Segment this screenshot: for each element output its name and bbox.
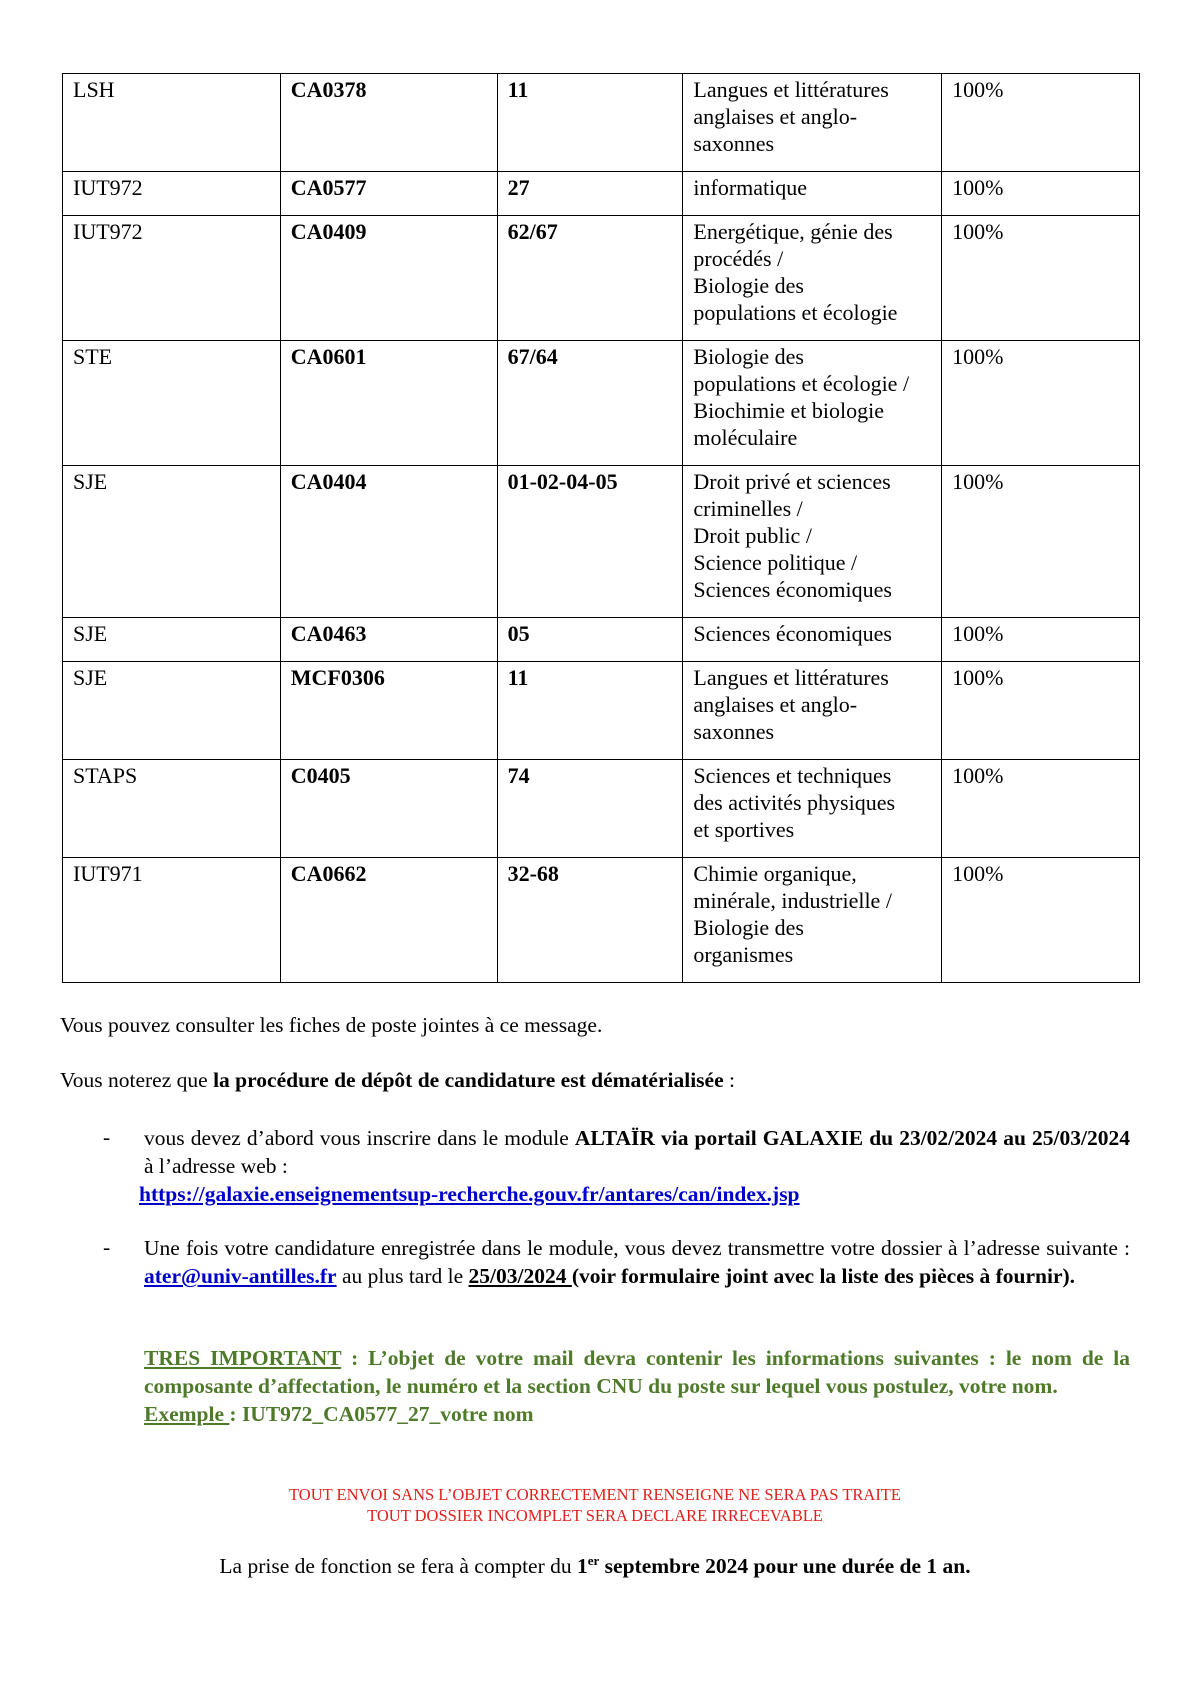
cell-composante: SJE [63,662,281,760]
cell-code: CA0662 [280,858,497,983]
prise-de-fonction [0,1552,1190,1580]
discipline-line: et sportives [693,817,795,842]
table-row [63,618,1140,662]
warning-line-2: TOUT DOSSIER INCOMPLET SERA DECLARE IRRECEVABLE [367,1506,823,1525]
discipline-line: moléculaire [693,425,798,450]
table-row [63,662,1140,760]
table-row [63,466,1140,618]
final-text: La prise de fonction se fera à compter du [219,1554,577,1578]
discipline-line: Biologie des [693,273,804,298]
table-row [63,760,1140,858]
galaxie-link[interactable]: https://galaxie.enseignementsup-recherche.gouv.fr/antares/can/index.jsp [139,1182,800,1206]
cell-code: CA0601 [280,341,497,466]
cell-quotite: 100% [942,74,1140,172]
cell-code: MCF0306 [280,662,497,760]
cell-composante: STAPS [63,760,281,858]
discipline-line: saxonnes [693,131,775,156]
cell-discipline [683,216,942,341]
bullet-inscription [139,1124,1130,1208]
cell-quotite: 100% [942,662,1140,760]
inscription-web-text: à l’adresse web : [144,1154,288,1178]
example-text: : IUT972_CA0577_27_votre nom [229,1402,534,1426]
cell-composante: LSH [63,74,281,172]
cell-section: 32-68 [497,858,683,983]
table-row [63,858,1140,983]
discipline-line: Droit public / [693,523,812,548]
cell-discipline [683,760,942,858]
final-bold: septembre 2024 pour une durée de 1 an. [599,1554,971,1578]
discipline-line: Langues et littératures [693,665,889,690]
warning-line-1: TOUT ENVOI SANS L’OBJET CORRECTEMENT RENSEIGNE NE SERA PAS TRAITE [289,1485,901,1504]
cell-section: 11 [497,662,683,760]
cell-quotite: 100% [942,466,1140,618]
cell-section: 11 [497,74,683,172]
table-row [63,74,1140,172]
discipline-line: Biochimie et biologie [693,398,885,423]
procedure-paragraph [60,1067,735,1094]
cell-code: CA0463 [280,618,497,662]
cell-composante: SJE [63,618,281,662]
important-text: : L’objet de votre mail devra contenir les informations suivantes : le nom de la composante d’affectation, le numéro et la section CNU du poste sur lequel vous postulez, votre nom. [144,1346,1130,1398]
cell-section: 27 [497,172,683,216]
discipline-line: populations et écologie [693,300,898,325]
discipline-line: Langues et littératures [693,77,889,102]
cell-code: CA0378 [280,74,497,172]
deadline-text: au plus tard le [336,1264,469,1288]
pieces-note: (voir formulaire joint avec la liste des pièces à fournir). [571,1264,1076,1288]
cell-composante: STE [63,341,281,466]
table-row [63,341,1140,466]
inscription-text: vous devez d’abord vous inscrire dans le module [144,1126,575,1150]
cell-composante: IUT971 [63,858,281,983]
cell-quotite: 100% [942,760,1140,858]
discipline-line: informatique [693,175,808,200]
altair-dates: ALTAÏR via portail GALAXIE du 23/02/2024 au 25/03/2024 [574,1126,1130,1150]
cell-quotite: 100% [942,341,1140,466]
cell-section: 05 [497,618,683,662]
important-label: TRES IMPORTANT [144,1346,342,1370]
cell-section: 74 [497,760,683,858]
final-day: 1 [577,1554,588,1578]
cell-discipline [683,74,942,172]
discipline-line: anglaises et anglo- [693,104,858,129]
cell-discipline [683,466,942,618]
discipline-line: minérale, industrielle / [693,888,892,913]
deadline-date: 25/03/2024 [468,1264,572,1288]
email-link[interactable]: ater@univ-antilles.fr [144,1264,337,1288]
bullet-dash: - [103,1235,111,1259]
bullet-transmission [144,1234,1130,1290]
cell-quotite: 100% [942,618,1140,662]
cell-quotite: 100% [942,858,1140,983]
postes-table [62,73,1140,983]
cell-composante: IUT972 [63,216,281,341]
discipline-line: Biologie des [693,344,804,369]
cell-quotite: 100% [942,216,1140,341]
cell-discipline [683,662,942,760]
cell-section: 62/67 [497,216,683,341]
example-label: Exemple [144,1402,230,1426]
transmission-text: Une fois votre candidature enregistrée dans le module, vous devez transmettre votre dossier à l’adresse suivante : [144,1236,1130,1260]
discipline-line: anglaises et anglo- [693,692,858,717]
discipline-line: Chimie organique, [693,861,857,886]
procedure-suffix: : [723,1068,735,1092]
cell-code: CA0404 [280,466,497,618]
cell-discipline [683,341,942,466]
cell-code: C0405 [280,760,497,858]
bullet-dash: - [103,1125,111,1149]
discipline-line: populations et écologie / [693,371,910,396]
discipline-line: Sciences et techniques [693,763,892,788]
cell-quotite: 100% [942,172,1140,216]
discipline-line: des activités physiques [693,790,896,815]
cell-discipline [683,172,942,216]
cell-discipline [683,858,942,983]
consult-paragraph [60,1012,602,1039]
discipline-line: Science politique / [693,550,858,575]
warning-notice [0,1484,1190,1526]
discipline-line: Sciences économiques [693,621,892,646]
discipline-line: Biologie des [693,915,804,940]
cell-discipline [683,618,942,662]
cell-section: 67/64 [497,341,683,466]
final-sup: er [587,1552,600,1568]
important-notice [144,1344,1130,1428]
cell-section: 01-02-04-05 [497,466,683,618]
cell-code: CA0409 [280,216,497,341]
table-row [63,172,1140,216]
discipline-line: criminelles / [693,496,803,521]
consult-text: Vous pouvez consulter les fiches de poste jointes à ce message. [60,1013,603,1037]
procedure-prefix: Vous noterez que [60,1068,214,1092]
procedure-bold: la procédure de dépôt de candidature est dématérialisée [213,1068,724,1092]
cell-code: CA0577 [280,172,497,216]
discipline-line: Sciences économiques [693,577,892,602]
cell-composante: SJE [63,466,281,618]
discipline-line: Droit privé et sciences [693,469,891,494]
discipline-line: procédés / [693,246,784,271]
cell-composante: IUT972 [63,172,281,216]
discipline-line: organismes [693,942,794,967]
discipline-line: Energétique, génie des [693,219,893,244]
table-row [63,216,1140,341]
discipline-line: saxonnes [693,719,775,744]
